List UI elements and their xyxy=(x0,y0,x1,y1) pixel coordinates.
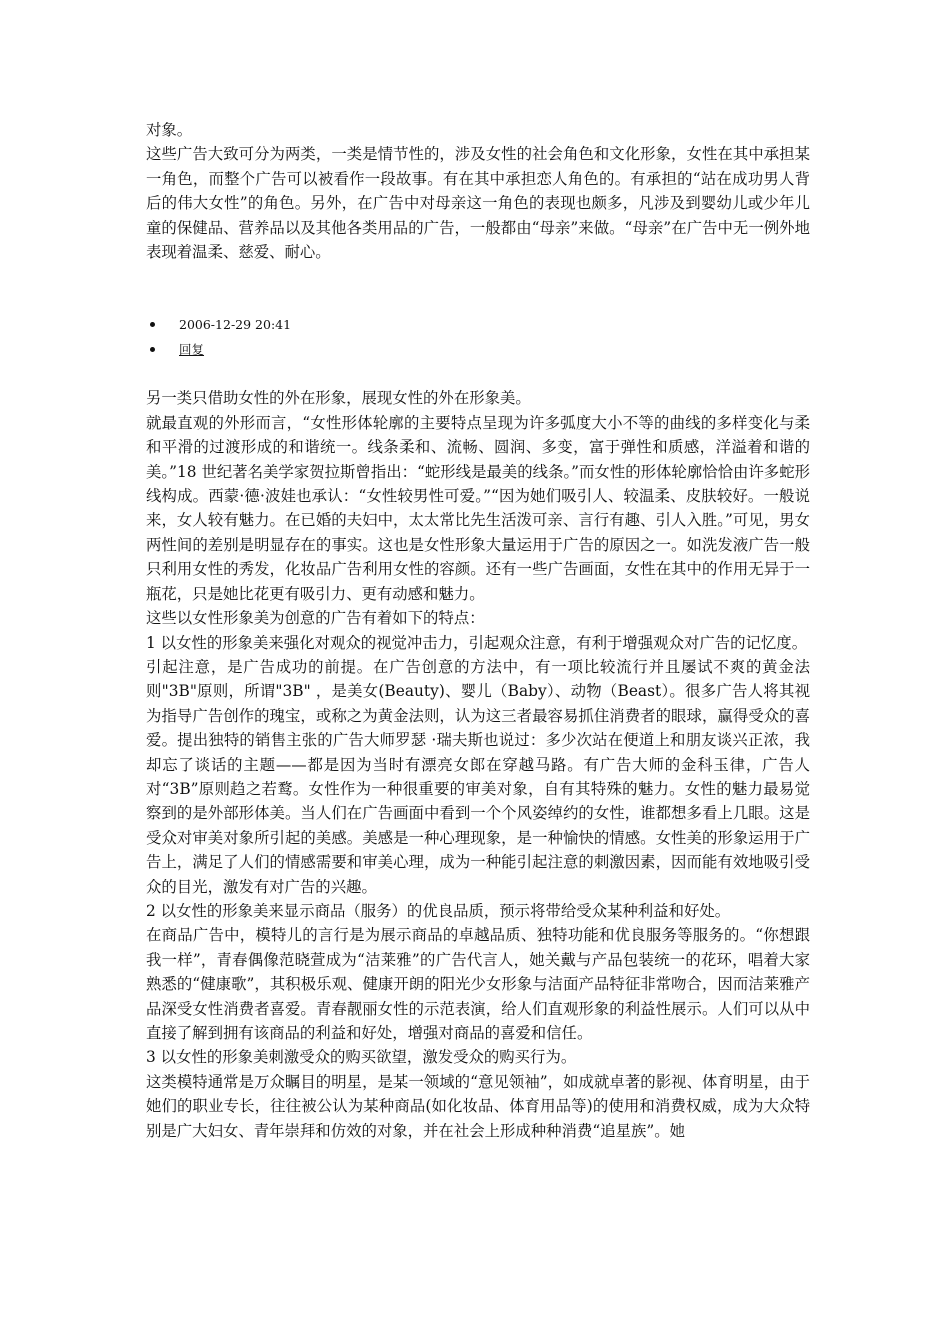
paragraph: 这些广告大致可分为两类，一类是情节性的，涉及女性的社会角色和文化形象，女性在其中承担某一角色，而整个广告可以被看作一段故事。有在其中承担恋人角色的。有承担的“站在成功男人背后的伟大女性”的角色。另外，在广告中对母亲这一角色的表现也颇多，凡涉及到婴幼儿或少年儿童的保健品、营养品以及其他各类用品的广告，一般都由“母亲”来做。“母亲”在广告中无一例外地表现着温柔、慈爱、耐心。 xyxy=(146,145,810,262)
paragraph: 这些以女性形象美为创意的广告有着如下的特点： xyxy=(146,609,485,628)
section-intro xyxy=(146,118,810,264)
spacer xyxy=(146,362,810,386)
paragraph: 这类模特通常是万众瞩目的明星，是某一领域的“意见领袖”，如成就卓著的影视、体育明星，由于她们的职业专长，往往被公认为某种商品(如化妆品、体育用品等)的使用和消费权威，成为大众特别是广大妇女、青年崇拜和仿效的对象，并在社会上形成种种消费“追星族”。她 xyxy=(146,1072,810,1140)
document-body xyxy=(146,118,810,1143)
paragraph: 另一类只借助女性的外在形象，展现女性的外在形象美。 xyxy=(146,389,531,408)
post-meta-list xyxy=(146,312,810,362)
paragraph: 对象。 xyxy=(146,121,193,139)
post-timestamp xyxy=(146,312,810,337)
numbered-heading: 1 以女性的形象美来强化对观众的视觉冲击力，引起观众注意，有利于增强观众对广告的记忆度。 xyxy=(146,633,808,652)
section-main xyxy=(146,386,810,1143)
spacer xyxy=(146,264,810,312)
numbered-heading: 3 以女性的形象美刺激受众的购买欲望，激发受众的购买行为。 xyxy=(146,1048,577,1067)
paragraph: 引起注意，是广告成功的前提。在广告创意的方法中，有一项比较流行并且屡试不爽的黄金法则"3B"原则，所谓"3B" ，是美女(Beauty)、婴儿（Baby）、动物（Beast）。很多广告人将其视为指导广告创作的瑰宝，或称之为黄金法则，认为这三者最容易抓住消费者的眼球，赢得受众的喜爱。提出独特的销售主张的广告大师罗瑟 ·瑞夫斯也说过：多少次站在便道上和朋友谈兴正浓，我却忘了谈话的主题——都是因为当时有漂亮女郎在穿越马路。有广告大师的金科玉律，广告人对“3B”原则趋之若鹜。女性作为一种很重要的审美对象，自有其特殊的魅力。女性的魅力最易觉察到的是外部形体美。当人们在广告画面中看到一个个风姿绰约的女性，谁都想多看上几眼。这是受众对审美对象所引起的美感。美感是一种心理现象，是一种愉快的情感。女性美的形象运用于广告上，满足了人们的情感需要和审美心理，成为一种能引起注意的刺激因素，因而能有效地吸引受众的目光，激发有对广告的兴趣。 xyxy=(146,657,810,896)
timestamp-text: 2006-12-29 20:41 xyxy=(179,317,292,333)
post-reply-item xyxy=(146,337,810,362)
reply-link[interactable]: 回复 xyxy=(179,342,205,358)
numbered-heading: 2 以女性的形象美来显示商品（服务）的优良品质，预示将带给受众某种利益和好处。 xyxy=(146,901,731,920)
paragraph: 就最直观的外形而言，“女性形体轮廓的主要特点呈现为许多弧度大小不等的曲线的多样变化与柔和平滑的过渡形成的和谐统一。线条柔和、流畅、圆润、多变，富于弹性和质感，洋溢着和谐的美。”18 世纪著名美学家贺拉斯曾指出：“蛇形线是最美的线条。”而女性的形体轮廓恰恰由许多蛇形线构成。西蒙·德·波娃也承认：“女性较男性可爱。”“因为她们吸引人、较温柔、皮肤较好。一般说来，女人较有魅力。在已婚的夫妇中，太太常比先生活泼可亲、言行有趣、引人入胜。”可见，男女两性间的差别是明显存在的事实。这也是女性形象大量运用于广告的原因之一。如洗发液广告一般只利用女性的秀发，化妆品广告利用女性的容颜。还有一些广告画面，女性在其中的作用无异于一瓶花，只是她比花更有吸引力、更有动感和魅力。 xyxy=(146,413,810,603)
paragraph: 在商品广告中，模特儿的言行是为展示商品的卓越品质、独特功能和优良服务等服务的。“你想跟我一样”，青春偶像范晓萱成为“洁莱雅”的广告代言人，她关戴与产品包装统一的花环，唱着大家熟悉的“健康歌”，其积极乐观、健康开朗的阳光少女形象与洁面产品特征非常吻合，因而洁莱雅产品深受女性消费者喜爱。青春靓丽女性的示范表演，给人们直观形象的利益性展示。人们可以从中直接了解到拥有该商品的利益和好处，增强对商品的喜爱和信任。 xyxy=(146,926,810,1042)
